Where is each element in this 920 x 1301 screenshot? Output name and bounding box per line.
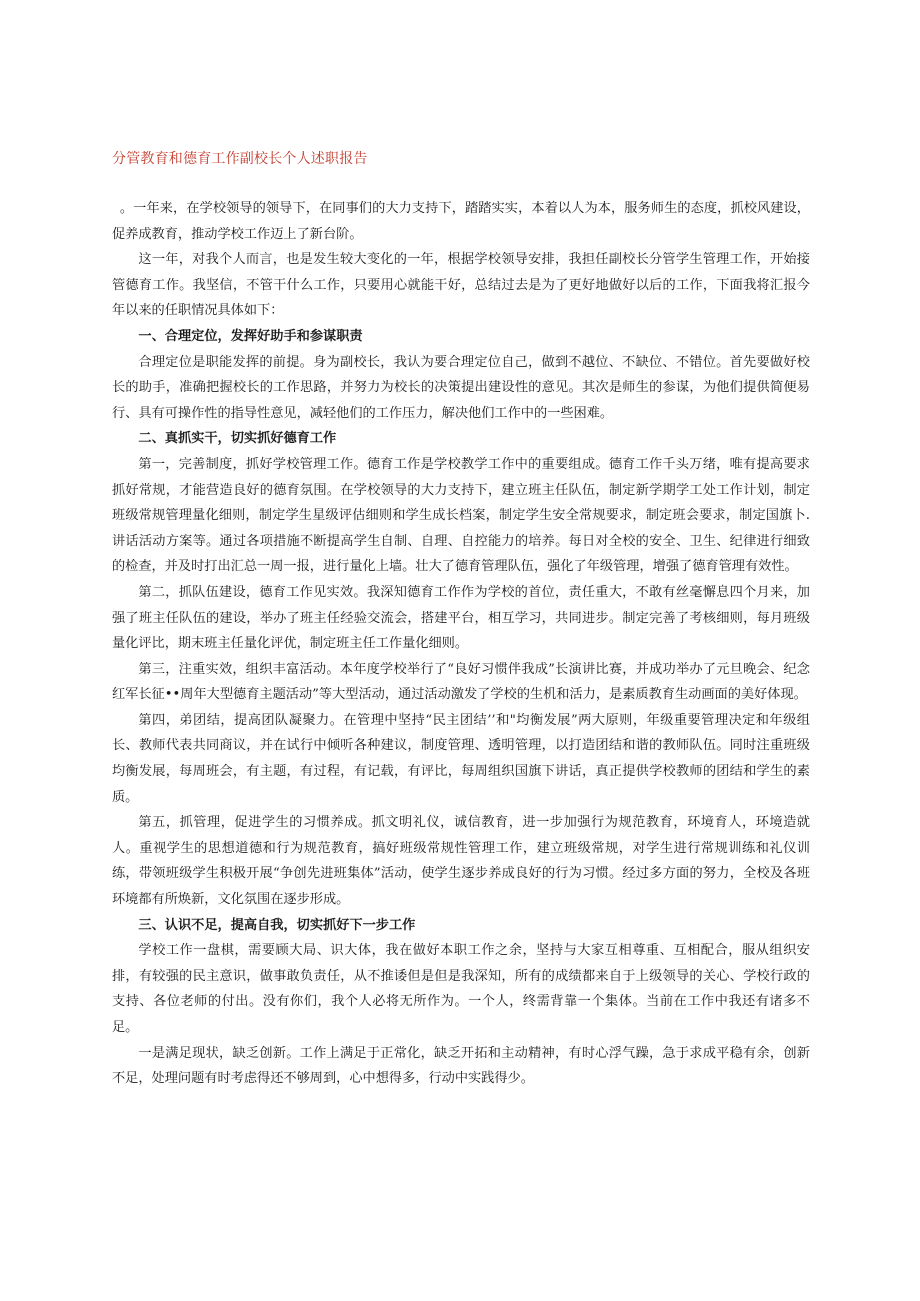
paragraph: 学校工作一盘棋，需要顾大局、识大体，我在做好本职工作之余，坚持与大家互相尊重、互相配合，服从组织安排，有较强的民主意识，做事敢负责任，从不推诿但是但是我深知，所有的成绩都来自于上级领导的关心、学校行政的支持、各位老师的付出。没有你们，我个人必将无所作为。一个人，终需背靠一个集体。当前在工作中我还有诸多不足。	[112, 943, 810, 1035]
section-heading-2: 二、真抓实干，切实抓好德育工作	[138, 431, 337, 447]
document-title: 分管教育和德育工作副校长个人述职报告	[112, 151, 368, 167]
paragraph: 合理定位是职能发挥的前提。身为副校长，我认为要合理定位自己，做到不越位、不缺位、不错位。首先要做好校长的助手，准确把握校长的工作思路，并努力为校长的决策提出建设性的意见。其次是师生的参谋，为他们提供简便易行、具有可操作性的指导性意见，减轻他们的工作压力，解决他们工作中的一些困难。	[112, 354, 810, 421]
paragraph-intro: 。一年来，在学校领导的领导下，在同事们的大力支持下，踏踏实实，本着以人为本，服务师生的态度，抓校风建设，促养成教育，推动学校工作迈上了新台阶。	[112, 201, 810, 242]
section-heading-1: 一、合理定位，发挥好助手和参谋职责	[138, 328, 363, 344]
paragraph: 第三，注重实效，组织丰富活动。本年度学校举行了“良好习惯伴我成”长演讲比赛，并成功举办了元旦晚会、纪念红军长征••周年大型德育主题活动”等大型活动，通过活动激发了学校的生机和活力，是素质教育生动画面的美好体现。	[112, 661, 810, 703]
paragraph: 第五，抓管理，促进学生的习惯养成。抓文明礼仪，诚信教育，进一步加强行为规范教育，环境育人，环境造就人。重视学生的思想道德和行为规范教育，搞好班级常规性管理工作，建立班级常规，对学生进行常规训练和礼仪训练，带领班级学生积极开展“争创先进班集体”活动，使学生逐步养成良好的行为习惯。经过多方面的努力，全校及各班环境都有所焕新，文化氛围在逐步形成。	[112, 815, 810, 908]
section-heading-3: 三、认识不足，提高自我，切实抓好下一步工作	[138, 917, 416, 933]
paragraph: 第四，弟团结，提高团队凝聚力。在管理中坚持“民主团结’’和"均衡发展”两大原则，年级重要管理决定和年级组长、教师代表共同商议，并在试行中倾听各种建议，制度管理、透明管理，以打造团结和谐的教师队伍。同时注重班级均衡发展，每周班会，有主题，有过程，有记载，有评比，每周组织国旗下讲话，真正提供学校教师的团结和学生的素质。	[112, 712, 810, 805]
document-body	[112, 196, 810, 1092]
paragraph: 第一，完善制度，抓好学校管理工作。德育工作是学校教学工作中的重要组成。德育工作千头万绪，唯有提高要求抓好常规，才能营造良好的德育氛围。在学校领导的大力支持下，建立班主任队伍，制定新学期学工处工作计划，制定班级常规管理量化细则，制定学生星级评估细则和学生成长档案，制定学生安全常规要求，制定班会要求，制定国旗卜.讲话活动方案等。通过各项措施不断提高学生自制、自理、自控能力的培养。每日对全校的安全、卫生、纪律进行细致的检查，并及时打出汇总一周一报，进行量化上墙。壮大了德育管理队伍，强化了年级管理，增强了德育管理有效性。	[112, 456, 810, 575]
paragraph: 一是满足现状，缺乏创新。工作上满足于正常化，缺乏开拓和主动精神，有时心浮气躁，急于求成平稳有余，创新不足，处理问题有时考虑得还不够周到，心中想得多，行动中实践得少。	[112, 1045, 810, 1087]
paragraph: 第二，抓队伍建设，德育工作见实效。我深知德育工作作为学校的首位，责任重大，不敢有丝毫懈息四个月来，加强了班主任队伍的建设，举办了班主任经验交流会，搭建平台，相互学习，共同进步。制定完善了考核细则，每月班级量化评比，期末班主任量化评优，制定班主任工作量化细则。	[112, 584, 810, 652]
paragraph: 这一年，对我个人而言，也是发生较大变化的一年，根据学校领导安排，我担任副校长分管学生管理工作，开始接管德育工作。我坚信，不管干什么工作，只要用心就能干好，总结过去是为了更好地做好以后的工作，下面我将汇报今年以来的任职情况具体如下：	[112, 252, 810, 319]
